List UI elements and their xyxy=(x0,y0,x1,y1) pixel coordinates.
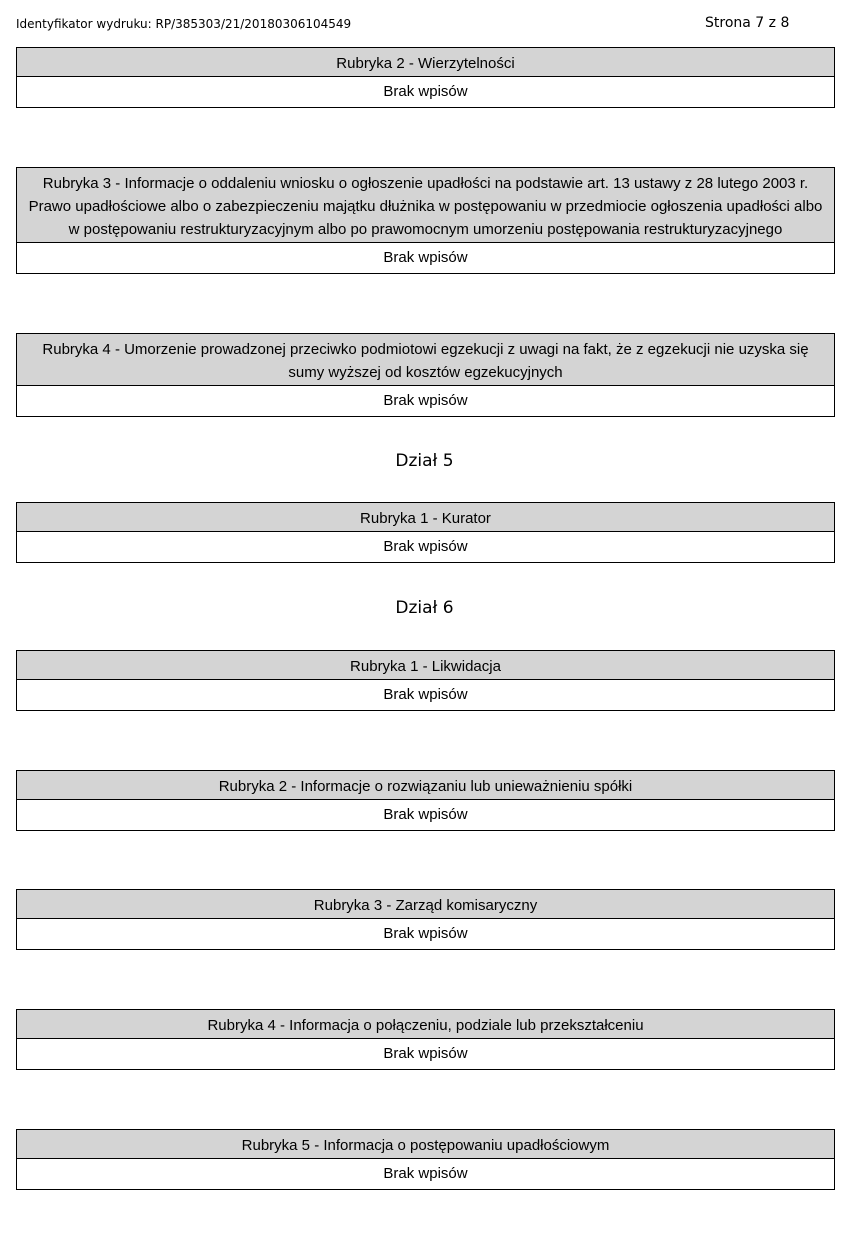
print-identifier: Identyfikator wydruku: RP/385303/21/20180306104549 xyxy=(16,17,352,31)
rubric-table xyxy=(16,770,835,831)
rubric-title: Rubryka 1 - Kurator xyxy=(17,503,834,532)
rubric-value: Brak wpisów xyxy=(383,249,468,266)
rubric-table xyxy=(16,650,835,711)
rubric-title: Rubryka 2 - Wierzytelności xyxy=(17,48,834,77)
rubric-value: Brak wpisów xyxy=(383,806,468,823)
page-number: Strona 7 z 8 xyxy=(705,15,790,31)
rubric-table xyxy=(16,333,835,417)
rubric-title: Rubryka 5 - Informacja o postępowaniu upadłościowym xyxy=(17,1130,834,1159)
rubric-value: Brak wpisów xyxy=(383,1165,468,1182)
rubric-title: Rubryka 3 - Informacje o oddaleniu wniosku o ogłoszenie upadłości na podstawie art. 13 ustawy z 28 lutego 2003 r. Prawo upadłościowe albo o zabezpieczeniu majątku dłużnika w postępowaniu w przedmiocie ogłoszenia upadłości albo w postępowaniu restrukturyzacyjnym albo po prawomocnym umorzeniu postępowania restrukturyzacyjnego xyxy=(17,168,834,243)
rubric-value: Brak wpisów xyxy=(383,1045,468,1062)
section-heading-dzial-5: Dział 5 xyxy=(395,451,454,471)
rubric-value: Brak wpisów xyxy=(383,925,468,942)
rubric-title: Rubryka 1 - Likwidacja xyxy=(17,651,834,680)
rubric-title: Rubryka 4 - Umorzenie prowadzonej przeciwko podmiotowi egzekucji z uwagi na fakt, że z egzekucji nie uzyska się sumy wyższej od kosztów egzekucyjnych xyxy=(17,334,834,386)
rubric-table xyxy=(16,889,835,950)
rubric-table xyxy=(16,502,835,563)
rubric-title: Rubryka 3 - Zarząd komisaryczny xyxy=(17,890,834,919)
rubric-table xyxy=(16,47,835,108)
rubric-value: Brak wpisów xyxy=(383,392,468,409)
rubric-table xyxy=(16,1009,835,1070)
rubric-value: Brak wpisów xyxy=(383,686,468,703)
rubric-title: Rubryka 2 - Informacje o rozwiązaniu lub unieważnieniu spółki xyxy=(17,771,834,800)
rubric-table xyxy=(16,167,835,274)
section-heading-dzial-6: Dział 6 xyxy=(395,598,454,618)
rubric-value: Brak wpisów xyxy=(383,83,468,100)
rubric-value: Brak wpisów xyxy=(383,538,468,555)
rubric-table xyxy=(16,1129,835,1190)
rubric-title: Rubryka 4 - Informacja o połączeniu, podziale lub przekształceniu xyxy=(17,1010,834,1039)
